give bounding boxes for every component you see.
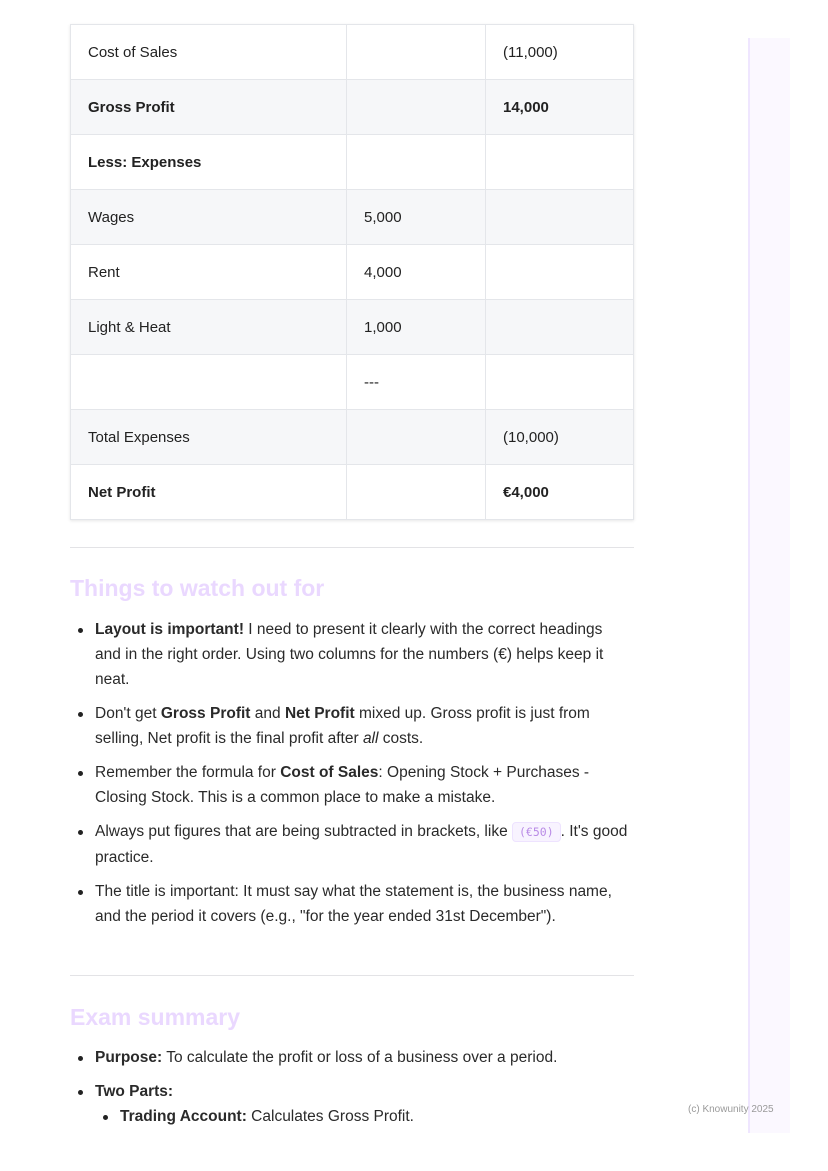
item-text: Calculates Gross Profit. [246,1108,414,1125]
italic-text: all [362,730,379,747]
item-text: Always put figures that are being subtracted in brackets, like [95,823,512,840]
row-mid-value: --- [347,355,486,410]
list-item [70,1079,630,1129]
row-label: Total Expenses [71,410,347,465]
table-row [71,465,634,520]
item-text: Don't get [95,705,161,722]
row-mid-value: 5,000 [347,190,486,245]
row-right-value: 14,000 [486,80,634,135]
row-label: Less: Expenses [71,135,347,190]
section-divider [70,547,634,548]
list-item [70,879,630,929]
row-label: Cost of Sales [71,25,347,80]
inline-code: (€50) [512,822,561,842]
table-row [71,190,634,245]
bold-text: Trading Account: [120,1108,247,1125]
table-row [71,355,634,410]
row-label: Gross Profit [71,80,347,135]
item-text: : Opening Stock + Purchases - Closing Stock. This is a common place to make a mistake. [95,764,590,806]
row-label: Net Profit [71,465,347,520]
row-mid-value [347,25,486,80]
table-row [71,135,634,190]
row-right-value [486,190,634,245]
side-rail [748,38,790,1133]
bold-text: Net Profit [284,705,355,722]
row-mid-value: 4,000 [347,245,486,300]
sub-list-item [95,1104,630,1129]
row-mid-value [347,135,486,190]
table-row [71,300,634,355]
item-text: mixed up. Gross profit is just from selling, Net profit is the final profit after [95,705,590,747]
sub-list [95,1104,630,1129]
list-item [70,701,630,751]
item-text: . It's good practice. [95,823,628,866]
item-text: I need to present it clearly with the correct headings and in the right order. Using two columns for the numbers (€) helps keep it neat. [95,621,604,688]
row-mid-value [347,465,486,520]
table-row [71,25,634,80]
summary-list [70,1045,630,1129]
row-mid-value: 1,000 [347,300,486,355]
item-text: and [250,705,285,722]
watch-out-list [70,617,630,938]
row-right-value [486,355,634,410]
table-row [71,245,634,300]
row-label: Rent [71,245,347,300]
row-mid-value [347,80,486,135]
item-text: The title is important: It must say what the statement is, the business name, and the period it covers (e.g., "for the year ended 31st December"). [95,883,612,925]
bold-text: Two Parts: [95,1083,174,1100]
watch-out-heading: Things to watch out for [70,575,325,601]
row-label [71,355,347,410]
list-item [70,760,630,810]
list-item [70,1045,630,1070]
row-label: Wages [71,190,347,245]
row-right-value: (10,000) [486,410,634,465]
item-text: Remember the formula for [95,764,281,781]
item-text: To calculate the profit or loss of a business over a period. [162,1049,558,1066]
row-right-value [486,300,634,355]
table-row [71,80,634,135]
bold-text: Cost of Sales [280,764,379,781]
row-right-value: €4,000 [486,465,634,520]
list-item [70,819,630,870]
row-right-value: (11,000) [486,25,634,80]
exam-summary-heading: Exam summary [70,1004,241,1030]
bold-text: Layout is important! [95,621,244,638]
section-divider [70,975,634,976]
item-text: costs. [378,730,424,747]
bold-text: Purpose: [95,1049,163,1066]
row-label: Light & Heat [71,300,347,355]
bold-text: Gross Profit [160,705,251,722]
row-right-value [486,245,634,300]
income-statement-table [70,24,634,520]
row-right-value [486,135,634,190]
row-mid-value [347,410,486,465]
table-row [71,410,634,465]
copyright-text: (c) Knowunity 2025 [688,1104,774,1115]
list-item [70,617,630,692]
